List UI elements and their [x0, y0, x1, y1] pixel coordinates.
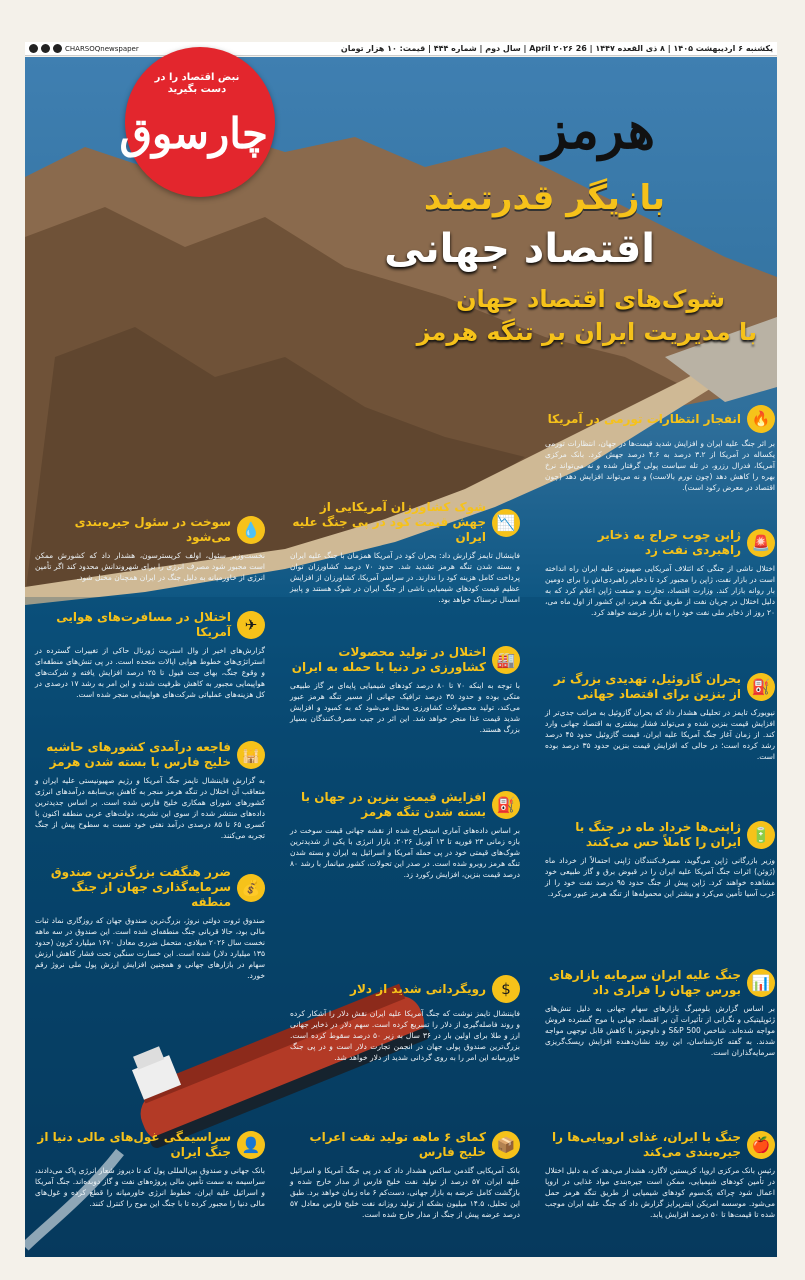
factory-icon: 🏭	[492, 646, 520, 674]
news-item: 🕌 فاجعه درآمدی کشورهای حاشیه خلیج فارس با بسته شدن هرمز به گزارش فایننشال تایمز جنگ آمریکا و رژیم صهیونیستی علیه ایران و متعاقب آن اختلال در تنگه هرمز منجر به کاهش بی‌سابقه درآمدهای انرژی کشورهای شورای همکاری خلیج فارس شده است. بر اساس جدیدترین داده‌های منتشر شده از سوی این نشریه، دولت‌های عربی منطقه اکنون با کسری ۶۵ تا ۸۵ درصدی درآمد نفتی خود نسبت به سطوح پیش از جنگ تجربه می‌کنند.	[35, 740, 266, 840]
news-item: 👤 سراسیمگی غول‌های مالی دنیا از جنگ ایران بانک جهانی و صندوق بین‌المللی پول که تا دیروز شعار انرژی پاک می‌دادند، سراسیمه به سمت تأمین مالی پروژه‌های نفت و گاز دوبده‌اند. جنگ آمریکا و اسرائیل علیه ایران، خطوط انرژی خاورمیانه را قطع کرده و غول‌های مالی دنیا را مجبور کرده تا با جنگ این موج را کنترل کنند.	[35, 1130, 265, 1208]
x-icon	[41, 44, 50, 53]
dollar-icon: $	[492, 975, 520, 1003]
fire-icon: 🔥	[747, 405, 775, 433]
money-bag-icon: 💰	[237, 874, 265, 902]
page-footer	[25, 1258, 777, 1272]
instagram-icon	[29, 44, 38, 53]
news-item: 🍎 جنگ با ایران، غذای اروپایی‌ها را جیره‌بندی می‌کند رئیس بانک مرکزی اروپا، کریستین لاگارد، هشدار می‌دهد که به دلیل اختلال در تأمین کودهای شیمیایی، ممکن است جیره‌بندی مواد غذایی در اروپا اعمال شود چراکه یک‌سوم کودهای شیمیایی از طریق تنگه هرمز حمل می‌شود. موسسه امریکن اینترپرایز گزارش داد که جنگ علیه ایران موجب شده تا قیمت‌ها تا ۵۰ درصد افزایش یابد.	[545, 1130, 775, 1219]
news-item: 📦 کمای ۶ ماهه تولید نفت اعراب خلیج فارس بانک آمریکایی گلدمن ساکس هشدار داد که در پی جنگ آمریکا و اسرائیل علیه ایران، ۵۷ درصد از تولید نفت خلیج فارس از مدار خارج شده و بازگشت کامل عرضه به بازار جهانی، دست‌کم ۶ ماه زمان خواهد برد. طبق این تحلیل، ۱۴.۵ میلیون بشکه از تولید روزانه نفت خلیج فارس معادل ۵۷ درصد عرضه پیش از جنگ از مدار خارج شده است.	[290, 1130, 520, 1219]
social-handles	[29, 44, 139, 53]
siren-icon: 🚨	[747, 529, 775, 557]
stock-chart-icon: 📊	[747, 969, 775, 997]
date-bar	[25, 42, 777, 56]
social-handle: CHARSOQnewspaper	[65, 44, 139, 53]
logo-slogan: نبض اقتصاد را در دست بگیرید	[154, 72, 240, 95]
news-item: ⛽ افزایش قیمت بنزین در جهان با بسته شدن تنگه هرمز بر اساس داده‌های آماری استخراج شده از نقشه جهانی قیمت سوخت در بازه زمانی ۲۳ فوریه تا ۱۳ آوریل ۲۰۲۶، بازار انرژی با یکی از شدیدترین شوک‌های قیمتی خود در پی حمله آمریکا و اسرائیل به ایران و بسته شدن تنگه هرمز روبرو شده است. در صدر این تحولات، کشور میانمار با رشد ۸۰ درصد قیمت بنزین، افزایش رکورد زد.	[290, 790, 520, 879]
airplane-icon: ✈	[237, 611, 265, 639]
news-item: $ رویگردانی شدید از دلار فایننشال تایمز نوشت که جنگ آمریکا علیه ایران نقش دلار را آشکار کرده و روند فاصله‌گیری از دلار را تسریع کرده است. سهم دلار در ذخایر جهانی ارز و طلا برای اولین بار در ۳۶ سال به زیر ۵۰ درصد سقوط کرده است. بزرگ‌ترین صندوق پولی جهان در انجمن تجارت دلار است و در پی جنگ خاورمیانه این امر را به روی گردانی شدید از دلار خواهد شد.	[290, 975, 520, 1063]
telegram-icon	[53, 44, 62, 53]
subheadline-1: شوک‌های اقتصاد جهان	[456, 285, 725, 313]
subheadline-2: با مدیریت ایران بر تنگه هرمز	[416, 318, 757, 346]
news-item: ⛽ بحران گازوئیل، تهدیدی بزرگ تر از بنزین برای اقتصاد جهانی نیویورک تایمز در تحلیلی هشدار داد که بحران گازوئیل به مراتب جدی‌تر از افزایش قیمت بنزین شده و می‌تواند فشار بیشتری به اقتصاد جهانی وارد کند. از زمان آغاز جنگ آمریکا علیه ایران، قیمت گازوئیل حدود ۴۵ درصد رشد کرده است؛ در حالی که افزایش قیمت بنزین حدود ۳۵ درصد بوده است.	[545, 672, 775, 761]
news-item: 📊 جنگ علیه ایران سرمایه بازارهای بورس جهان را فراری داد بر اساس گزارش بلومبرگ بازارهای سهام جهانی به دلیل تنش‌های ژئوپلیتیکی و نگرانی از تأثیرات آن بر اقتصاد جهانی با موج گسترده فروش مواجه شده‌اند. شاخص S&P 500 و داوجونز با کاهش قابل توجهی مواجه شدند. به گفته کارشناسان، این روند نشان‌دهنده افزایش ریسک‌گریزی سرمایه‌گذاران است.	[545, 968, 775, 1057]
headline-line3: اقتصاد جهانی	[384, 226, 655, 272]
news-item: 🔥 انفجار انتظارات تورمی در آمریکا بر اثر جنگ علیه ایران و افزایش شدید قیمت‌ها در جهان، انتظارات تورمی یکساله در آمریکا از ۳.۲ درصد به ۴.۶ درصد جهش کرد. بانک مرکزی آمریکا، فدرال رزرو، در تله سیاست پولی گرفتار شده و نه می‌تواند نرخ بهره را کاهش دهد (چون تورم بالاست) و نه می‌تواند افزایش دهد (چون اقتصاد در معرض رکود است).	[545, 405, 775, 493]
fuel-icon: ⛽	[747, 673, 775, 701]
news-item: 🏭 اختلال در تولید محصولات کشاورزی در دنیا با حمله به ایران با توجه به اینکه ۷۰ تا ۸۰ درصد کودهای شیمیایی پایه‌ای بر گاز طبیعی متکی بوده و حدود ۳۵ درصد ترافیک جهانی از مسیر تنگه هرمز عبور می‌کند، تولید محصولات کشاورزی مختل می‌شود که به کمبود و افزایش شدید قیمت غذا منجر خواهد شد. این اثر در جیب مصرف‌کنندگان بسیار بزرگ هستند.	[290, 645, 521, 734]
news-item: 📉 شوک کشاورزان آمریکایی از جهش قیمت کود در پی جنگ علیه ایران فاینشال تایمز گزارش داد: بحران کود در آمریکا همزمان با جنگ علیه ایران و بسته شدن تنگه هرمز تشدید شد. حدود ۷۰ درصد کشاورزان توان پرداخت کامل هزینه کود را ندارند. در سراسر آمریکا، کشاورزان از افزایش عظیم قیمت کودهای شیمیایی ناشی از جنگ ایران در شوک هستند و پاییز امسال ترسناک خواهد بود.	[290, 500, 520, 604]
sheikh-icon: 🕌	[237, 741, 265, 769]
logo-name: چارسوق	[119, 109, 268, 158]
headline-main: هرمز	[542, 100, 655, 161]
barrel-icon: 📦	[492, 1131, 520, 1159]
chart-down-icon: 📉	[492, 509, 520, 537]
news-item: 🚨 ژاپن چوب حراج به ذخایر راهبردی نفت زد اختلال ناشی از جنگی که ائتلاف آمریکایی صهیونی علیه ایران راه انداخته است در بازار نفت، ژاپن را مجبور کرد تا ذخایر راهبردی‌اش را برای دومین بار روانه بازار کند. وزارت اقتصاد، تجارت و صنعت ژاپن اعلام کرد که به دلیل اختلال در جریان نفت از طریق تنگه هرمز، این کشور از اول ماه می، ۲۰ روز از ذخایر ملی نفت خود را به بازار عرضه خواهد کرد.	[545, 528, 775, 617]
battery-icon: 🔋	[747, 821, 775, 849]
issue-date: یکشنبه ۶ اردیبهشت ۱۴۰۵ | ۸ ذی القعده ۱۴۴۷ | 26 April ۲۰۲۶ | سال دوم | شماره ۴۴۴ | قیمت: ۱۰ هزار تومان	[340, 44, 773, 53]
news-item: 💧 سوخت در سئول جیره‌بندی می‌شود نخست‌وزیر سئول، اولف کریسترسون، هشدار داد که کشورش ممکن است مجبور شود مصرف انرژی را برای شهروندانش محدود کند اگر تأمین انرژی از خاورمیانه به دلیل جنگ در ایران همچنان مختل شود.	[35, 515, 265, 582]
drop-icon: 💧	[237, 516, 265, 544]
news-item: 🔋 ژاپنی‌ها خرداد ماه در جنگ با ایران را کاملاً حس می‌کنند وزیر بازرگانی ژاپن می‌گوید، مصرف‌کنندگان ژاپنی احتمالاً از خرداد ماه (ژوئن) اثرات جنگ آمریکا علیه ایران را در قبوض برق و گاز طبیعی خود مشاهده خواهند کرد. ژاپن پیش از جنگ حدود ۹۵ درصد نفت خود را از غرب آسیا تأمین می‌کرد و بیشتر این محموله‌ها از تنگه هرمز عبور می‌کرد.	[545, 820, 775, 898]
fuel-pump-icon: ⛽	[492, 791, 520, 819]
news-item: ✈ اختلال در مسافرت‌های هوایی آمریکا گزارش‌های اخیر از وال استریت ژورنال حاکی از تغییرات گسترده در استراتژی‌های خطوط هوایی ایالات متحده است. در پی تنش‌های منطقه‌ای و وقوع جنگ، بهای جت فیول تا ۲۵ درصد افزایش یافته و شرکت‌های هواپیمایی مجبور به کاهش ظرفیت شدند و این امر به رشد ۱۷ درصدی در کل هزینه‌های عملیاتی شرکت‌های هواپیمایی منجر شده است.	[35, 610, 265, 699]
person-icon: 👤	[237, 1131, 265, 1159]
newspaper-logo	[119, 47, 275, 197]
news-item: 💰 ضرر هنگفت بزرگ‌ترین صندوق سرمایه‌گذاری جهان از جنگ منطقه صندوق ثروت دولتی نروژ، بزرگ‌ترین صندوق جهان که روزگاری نماد ثبات مالی بود، حالا قربانی جنگ منطقه‌ای شده است. این صندوق در سه ماهه نخست سال ۲۰۲۶ میلادی، متحمل ضرری معادل ۱۶۷۰ میلیارد کرون (حدود ۱۳۵ میلیارد دلار) شده است. این خسارت سنگین تحت فشار کاهش ارزش سهام در بازارهای جهانی و همچنین افزایش ارزش پول ملی نروژ رقم خورد.	[35, 865, 266, 980]
headline-line2: بازیگر قدرتمند	[423, 178, 665, 218]
apple-icon: 🍎	[747, 1131, 775, 1159]
